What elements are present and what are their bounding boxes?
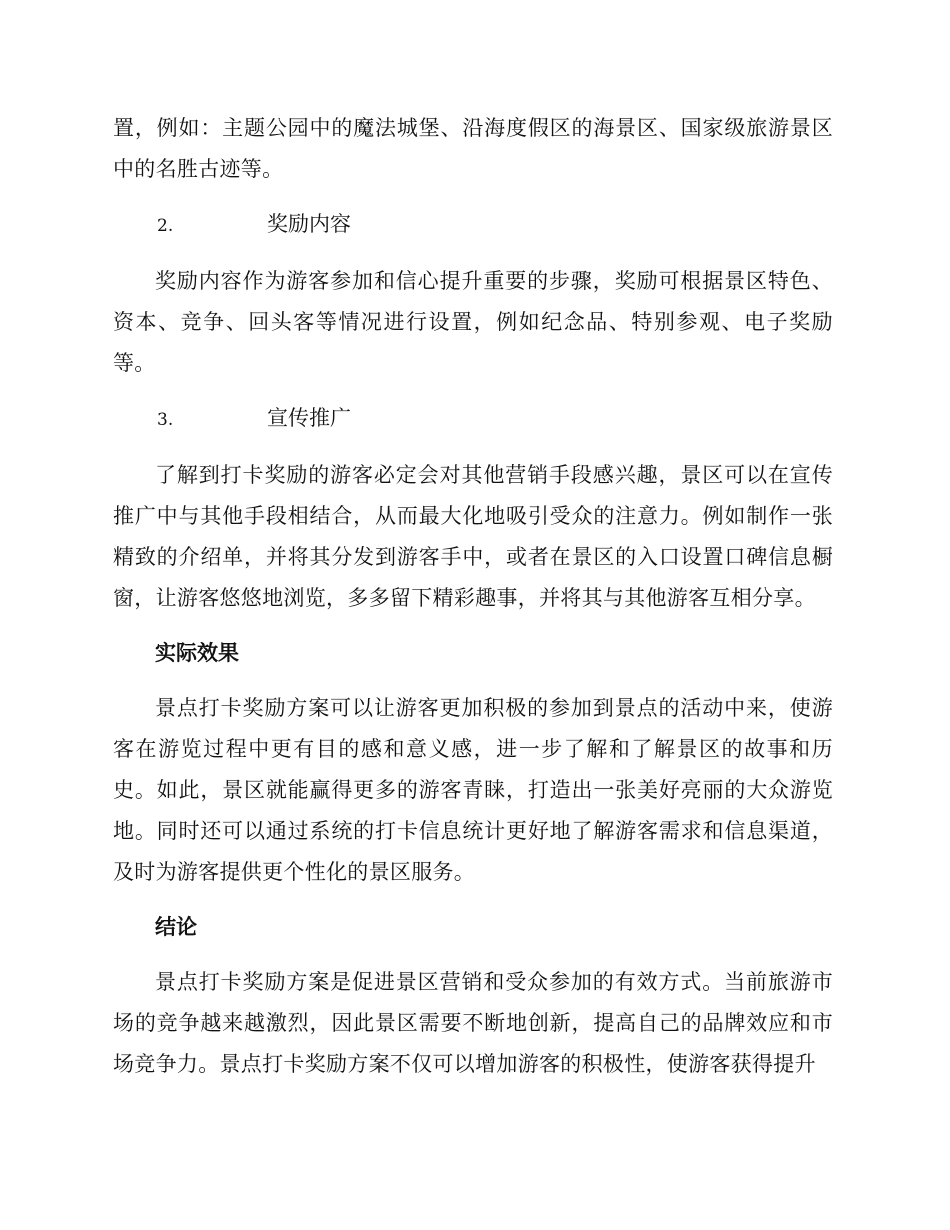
list-number: 2. bbox=[157, 216, 174, 236]
paragraph-reward-content: 奖励内容作为游客参加和信心提升重要的步骤，奖励可根据景区特色、资本、竞争、回头客等情况进行设置，例如纪念品、特别参观、电子奖励等。 bbox=[113, 269, 833, 375]
paragraph-conclusion: 景点打卡奖励方案是促进景区营销和受众参加的有效方式。当前旅游市场的竞争越来越激烈，因此景区需要不断地创新，提高自己的品牌效应和市场竞争力。景点打卡奖励方案不仅可以增加游客的积极性，使游客获得提升 bbox=[113, 970, 833, 1076]
list-item-promotion bbox=[113, 398, 833, 441]
paragraph-effect: 景点打卡奖励方案可以让游客更加积极的参加到景点的活动中来，使游客在游览过程中更有目的感和意义感，进一步了解和了解景区的故事和历史。如此，景区就能赢得更多的游客青睐，打造出一张美好亮丽的大众游览地。同时还可以通过系统的打卡信息统计更好地了解游客需求和信息渠道，及时为游客提供更个性化的景区服务。 bbox=[113, 696, 833, 884]
paragraph-promotion: 了解到打卡奖励的游客必定会对其他营销手段感兴趣，景区可以在宣传推广中与其他手段相结合，从而最大化地吸引受众的注意力。例如制作一张精致的介绍单，并将其分发到游客手中，或者在景区的入口设置口碑信息橱窗，让游客悠悠地浏览，多多留下精彩趣事，并将其与其他游客互相分享。 bbox=[113, 463, 833, 610]
document-body bbox=[113, 108, 833, 1085]
list-title: 奖励内容 bbox=[267, 212, 351, 236]
list-number: 3. bbox=[157, 410, 174, 430]
list-item-reward-content bbox=[113, 204, 833, 247]
paragraph-continuation: 置，例如：主题公园中的魔法城堡、沿海度假区的海景区、国家级旅游景区中的名胜古迹等。 bbox=[113, 116, 833, 181]
section-heading-conclusion: 结论 bbox=[155, 915, 197, 939]
section-heading-effect: 实际效果 bbox=[155, 641, 239, 665]
list-title: 宣传推广 bbox=[267, 406, 351, 430]
